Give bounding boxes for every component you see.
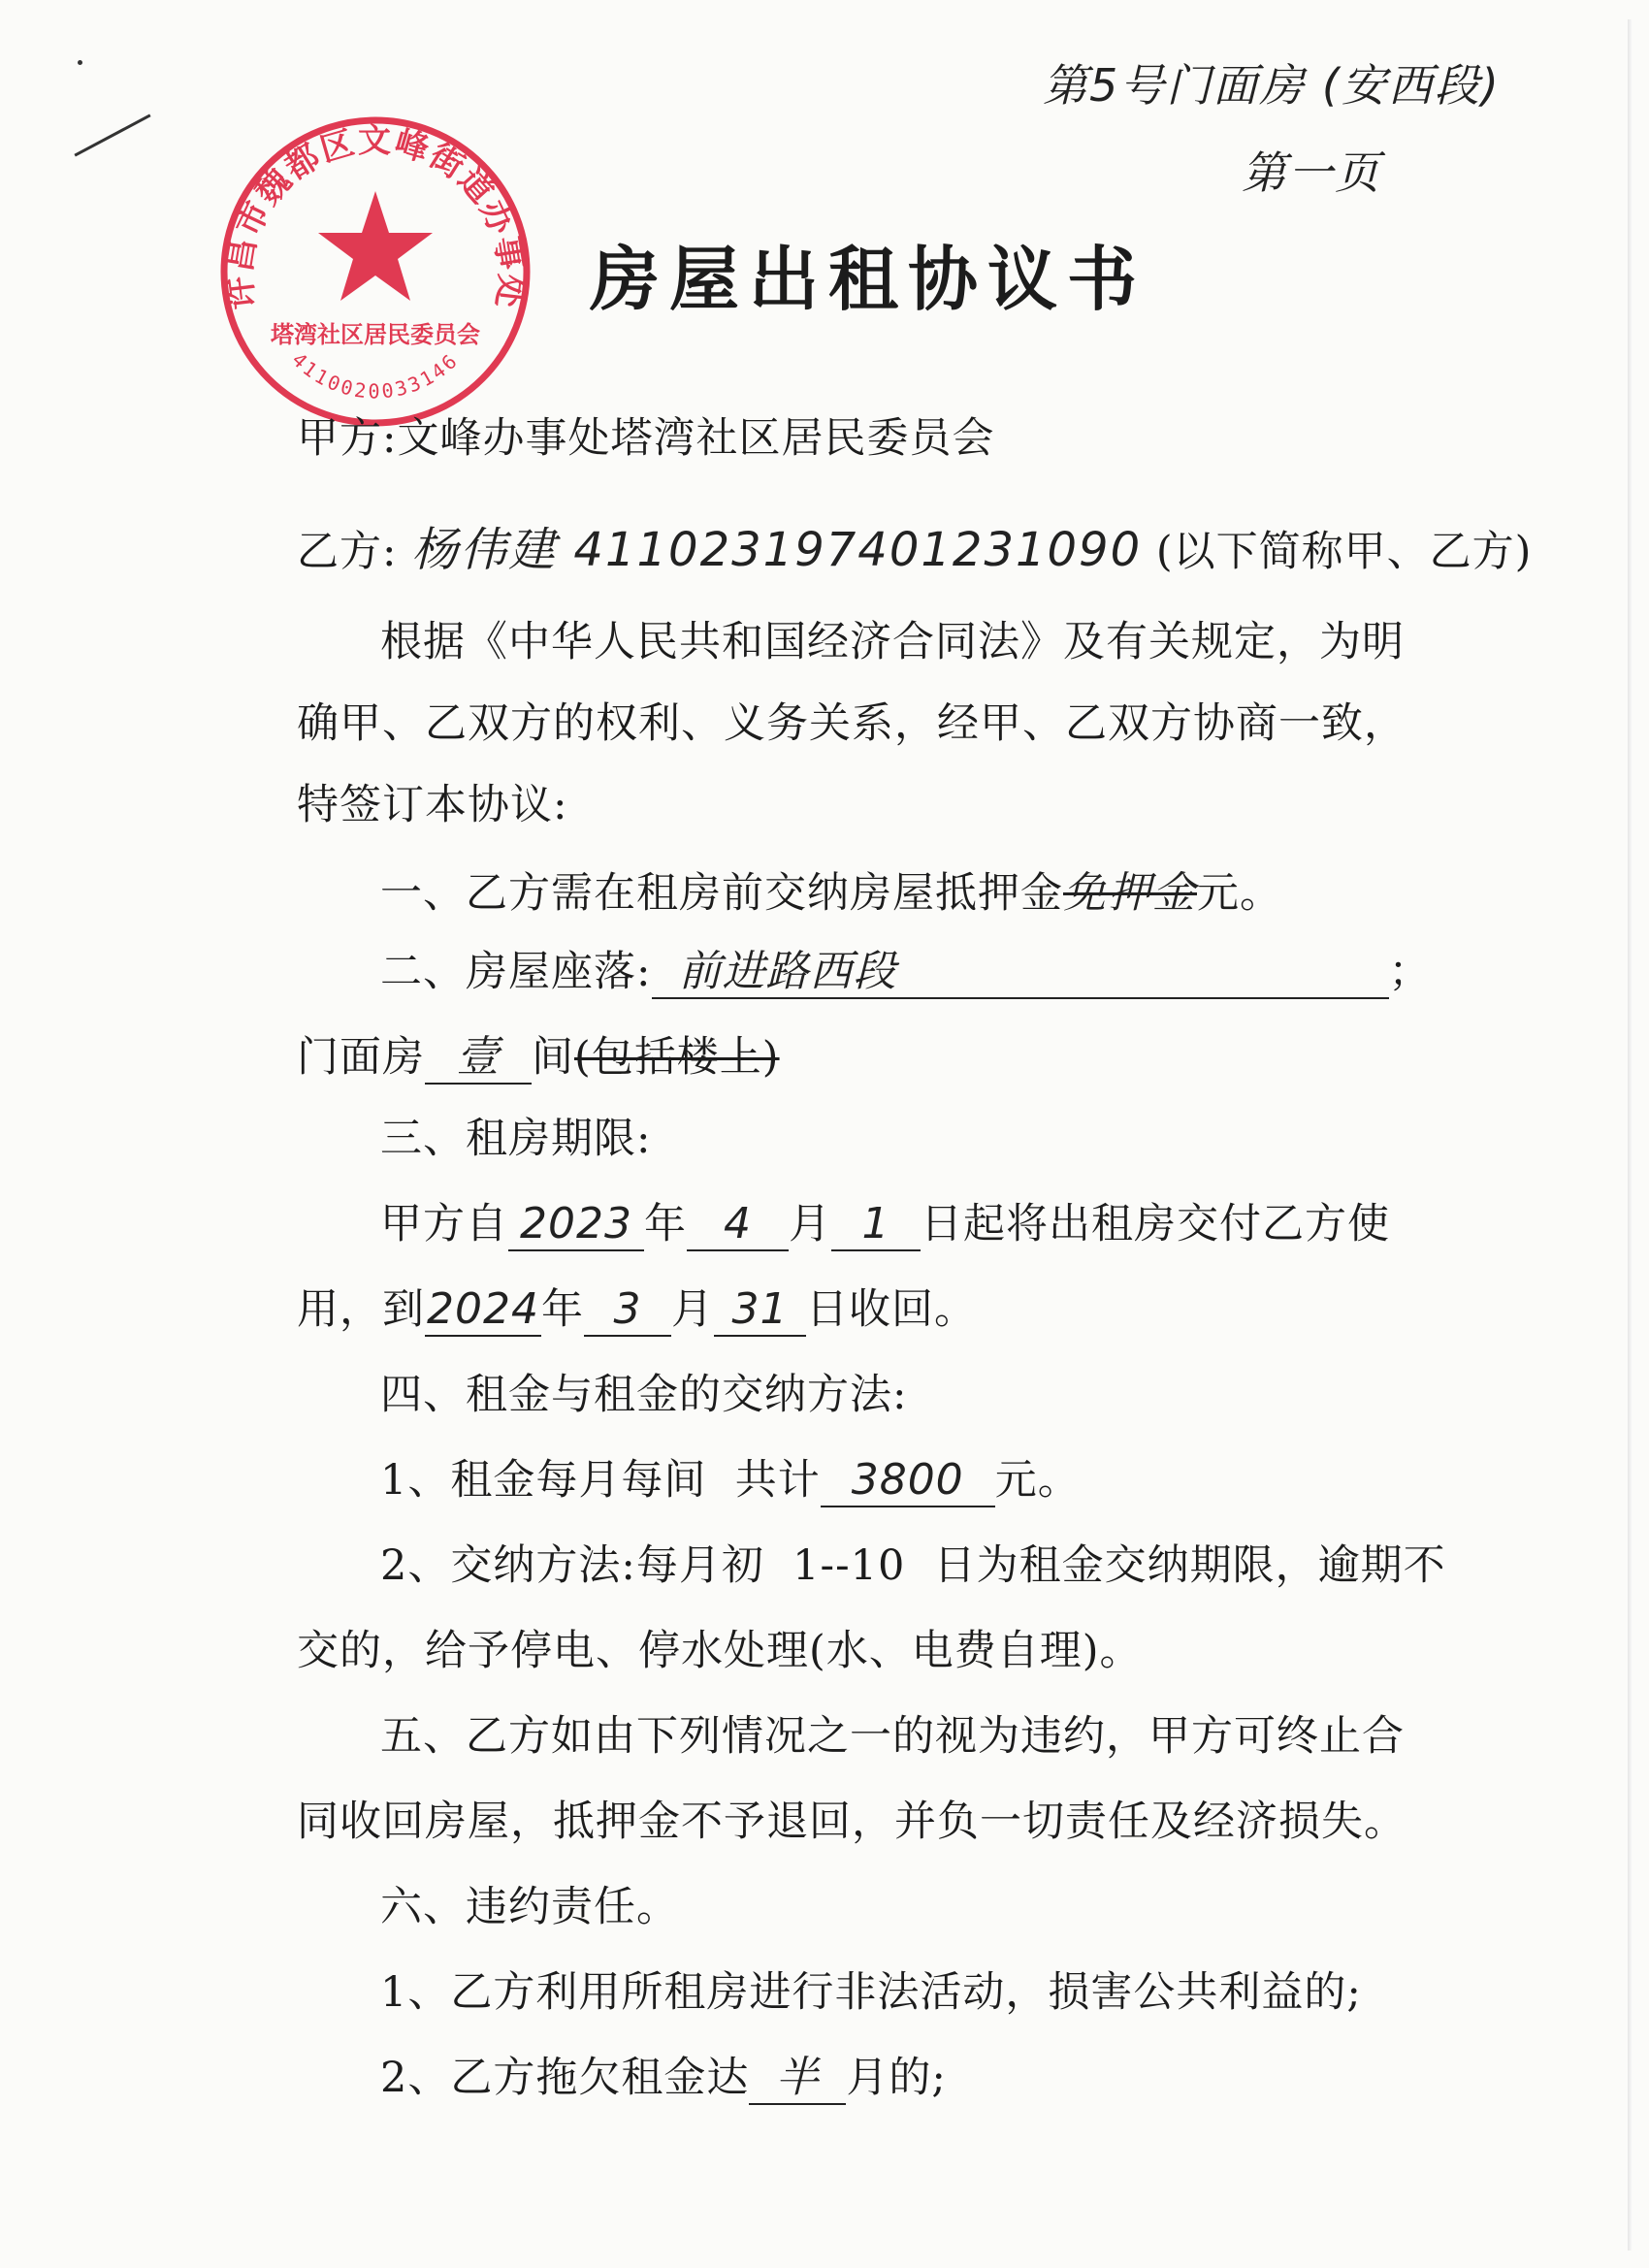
rent-amount-line [380, 1447, 1081, 1507]
clause2-line [380, 939, 1432, 999]
clause1-handwritten: 免押金 [1063, 868, 1197, 918]
payment-method-line2: 交的，给予停电、停水处理(水、电费自理)。 [297, 1627, 1143, 1675]
party-a-label: 甲方: [297, 414, 398, 463]
party-b-label: 乙方: [297, 528, 398, 576]
location-handwritten: 前进路西段 [678, 947, 897, 996]
clause6-item2-prefix: 2、乙方拖欠租金达 [380, 2054, 750, 2102]
lease-to-prefix: 用，到 [297, 1285, 425, 1334]
clause6-item2-line [380, 2045, 947, 2105]
lease-end-line [297, 1277, 977, 1337]
rent-text: 1、租金每月每间 共计 [380, 1456, 821, 1505]
lease-to-suffix: 日收回。 [806, 1285, 977, 1334]
shop-line [297, 1024, 780, 1085]
arrears-handwritten: 半 [775, 2053, 820, 2102]
clause2-label: 二、房屋座落: [380, 948, 652, 996]
clause1-text: 一、乙方需在租房前交纳房屋抵押金 [380, 869, 1063, 918]
preamble-line3: 特签订本协议: [297, 781, 568, 829]
shop-note: (包括楼上) [574, 1033, 780, 1082]
to-day-field [714, 1285, 806, 1337]
clause1-unit: 元。 [1197, 869, 1282, 918]
to-month-handwritten: 3 [613, 1284, 642, 1334]
rent-amount-field [821, 1456, 995, 1507]
arrears-field [749, 2054, 846, 2105]
seal-star-icon [318, 191, 433, 301]
party-a-line [297, 405, 995, 465]
from-year-field [508, 1200, 644, 1251]
to-month-field [584, 1285, 671, 1337]
party-a-value: 文峰办事处塔湾社区居民委员会 [397, 414, 995, 463]
seal-top-text: 许昌市魏都区文峰街道办事处 [219, 121, 532, 312]
corner-note-line2: 第一页 [1242, 146, 1381, 199]
clause2-end: ； [1388, 948, 1432, 996]
clause6-heading: 六、违约责任。 [380, 1883, 679, 1931]
official-seal [215, 112, 535, 432]
seal-number: 4110020033146 [287, 347, 464, 404]
lease-from-suffix: 日起将出租房交付乙方使 [921, 1200, 1390, 1248]
to-year-char: 年 [541, 1285, 584, 1334]
from-day-handwritten: 1 [861, 1199, 890, 1248]
lease-from-prefix: 甲方自 [380, 1200, 508, 1248]
rent-amount-handwritten: 3800 [851, 1455, 964, 1505]
shop-unit: 间 [532, 1033, 574, 1082]
preamble-line1: 根据《中华人民共和国经济合同法》及有关规定，为明 [380, 618, 1405, 666]
location-field [652, 948, 1389, 999]
payment-method-line1: 2、交纳方法:每月初 1--10 日为租金交纳期限，逾期不 [380, 1541, 1446, 1590]
clause6-item2-suffix: 月的; [846, 2054, 947, 2102]
party-b-handwritten: 杨伟建 411023197401231090 [411, 523, 1143, 577]
from-month-field [687, 1200, 789, 1251]
clause1-line [380, 858, 1282, 920]
document-title: 房屋出租协议书 [590, 238, 1148, 320]
clause5-line2: 同收回房屋，抵押金不予退回，并负一切责任及经济损失。 [297, 1798, 1406, 1846]
corner-note-line1: 第5号门面房 (安西段) [1043, 59, 1501, 112]
from-year-handwritten: 2023 [520, 1199, 632, 1248]
party-b-suffix: (以下简称甲、乙方) [1155, 528, 1533, 576]
rent-unit: 元。 [994, 1456, 1081, 1505]
from-day-field [831, 1200, 921, 1251]
shop-label: 门面房 [297, 1033, 425, 1082]
preamble-line2: 确甲、乙双方的权利、义务关系，经甲、乙双方协商一致， [297, 699, 1406, 748]
clause4-heading: 四、租金与租金的交纳方法: [380, 1371, 908, 1419]
shop-count-handwritten: 壹 [456, 1032, 501, 1082]
scan-dot [78, 60, 82, 65]
party-b-line [297, 512, 1532, 579]
from-month-handwritten: 4 [724, 1199, 752, 1248]
to-year-handwritten: 2024 [427, 1284, 539, 1334]
to-day-handwritten: 31 [731, 1284, 789, 1334]
to-month-char: 月 [671, 1285, 714, 1334]
to-year-field [425, 1285, 541, 1337]
clause6-item1: 1、乙方利用所租房进行非法活动，损害公共利益的; [380, 1968, 1362, 2017]
month-char: 月 [789, 1200, 831, 1248]
scan-edge [1628, 19, 1632, 2251]
clause5-line1: 五、乙方如由下列情况之一的视为违约，甲方可终止合 [380, 1712, 1405, 1761]
lease-start-line [380, 1191, 1390, 1251]
year-char: 年 [644, 1200, 687, 1248]
clause3-heading: 三、租房期限: [380, 1115, 652, 1163]
seal-inner-text: 塔湾社区居民委员会 [271, 321, 480, 348]
shop-count-field [425, 1033, 532, 1085]
scan-mark [74, 114, 150, 157]
